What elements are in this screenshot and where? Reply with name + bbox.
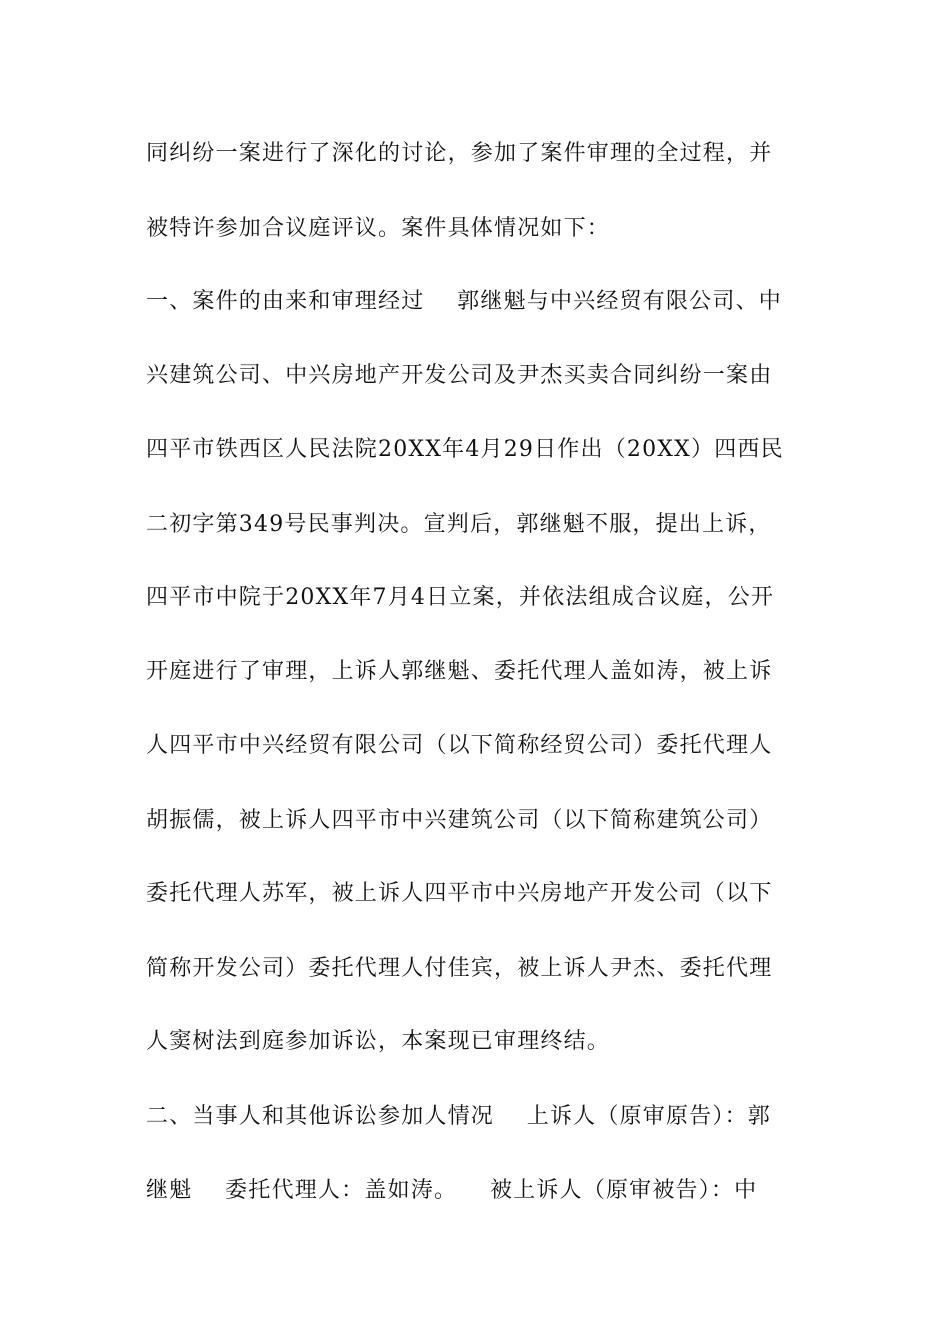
- text-line-3: 一、案件的由来和审理经过 郭继魁与中兴经贸有限公司、中: [146, 289, 782, 314]
- text-line-2: 被特许参加合议庭评议。案件具体情况如下：: [146, 216, 611, 241]
- text-line-14: 二、当事人和其他诉讼参加人情况 上诉人（原审原告）：郭: [146, 1104, 771, 1129]
- text-line-12: 简称开发公司）委托代理人付佳宾，被上诉人尹杰、委托代理: [146, 956, 773, 981]
- text-line-8: 开庭进行了审理，上诉人郭继魁、委托代理人盖如涛，被上诉: [146, 659, 773, 684]
- text-line-1: 同纠纷一案进行了深化的讨论，参加了案件审理的全过程，并: [146, 141, 773, 166]
- text-line-9: 人四平市中兴经贸有限公司（以下简称经贸公司）委托代理人: [146, 733, 773, 758]
- text-line-13: 人窦树法到庭参加诉讼，本案现已审理终结。: [146, 1029, 611, 1054]
- text-line-6: 二初字第349号民事判决。宣判后，郭继魁不服，提出上诉，: [146, 512, 772, 537]
- text-line-11: 委托代理人苏军，被上诉人四平市中兴房地产开发公司（以下: [146, 881, 773, 906]
- text-line-4: 兴建筑公司、中兴房地产开发公司及尹杰买卖合同纠纷一案由: [146, 363, 773, 388]
- text-line-10: 胡振儒，被上诉人四平市中兴建筑公司（以下简称建筑公司）: [146, 808, 773, 833]
- text-line-7: 四平市中院于20XX年7月4日立案，并依法组成合议庭，公开: [146, 585, 775, 610]
- text-line-15: 继魁 委托代理人：盖如涛。 被上诉人（原审被告）：中: [146, 1178, 758, 1203]
- text-line-5: 四平市铁西区人民法院20XX年4月29日作出（20XX）四西民: [146, 437, 784, 462]
